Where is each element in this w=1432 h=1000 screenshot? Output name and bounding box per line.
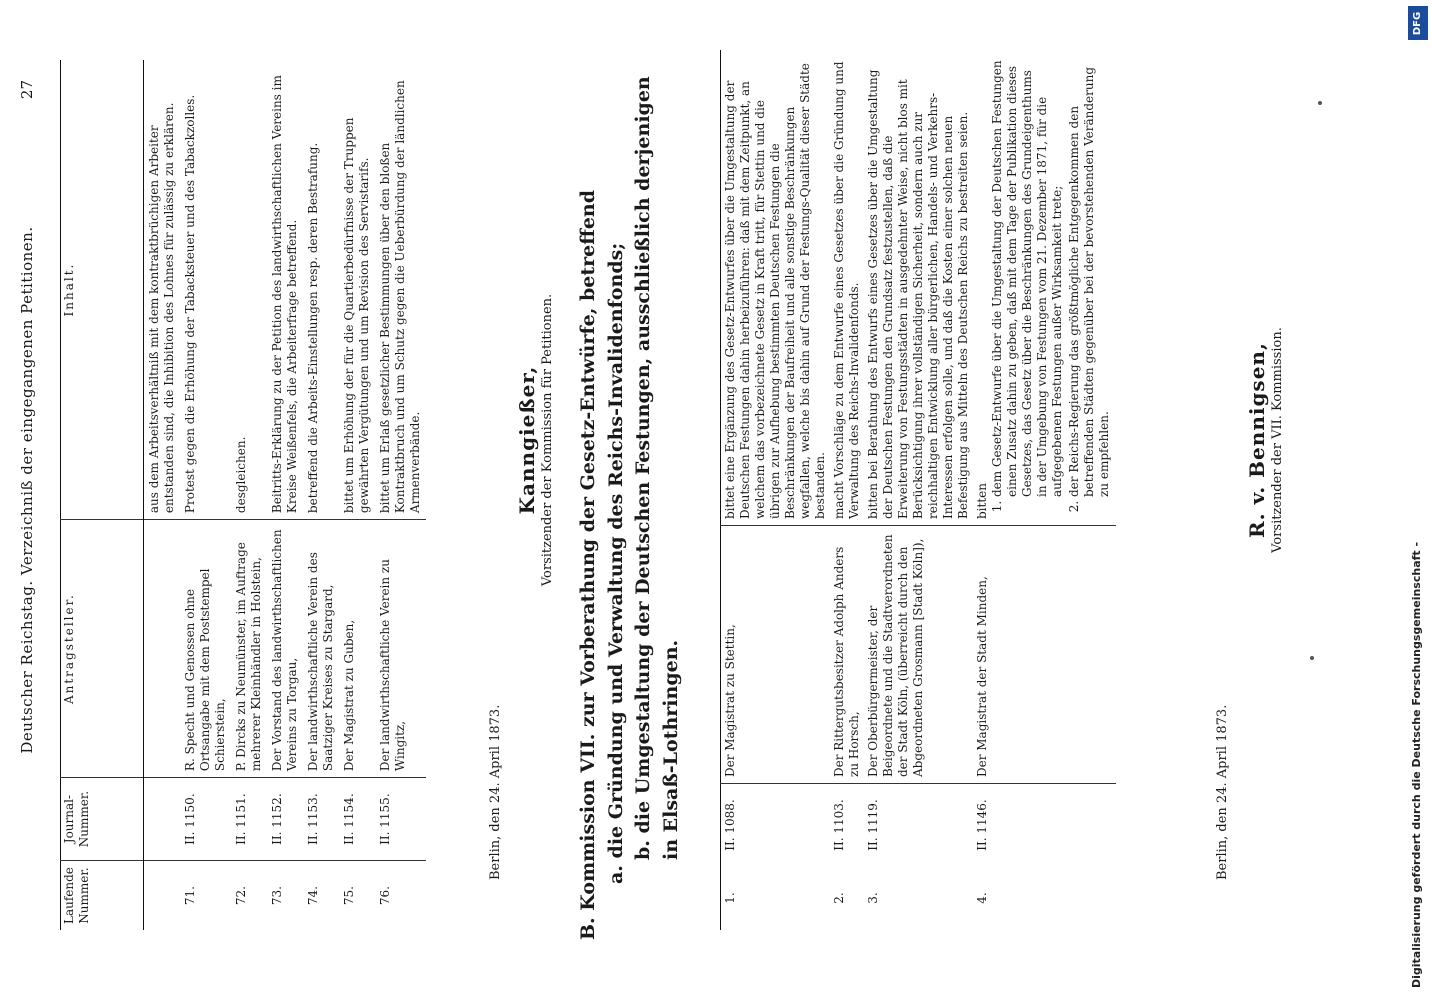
- petition-content: bittet um Erhöhung der für die Quartierbedürfnisse der Truppen gewährten Vergütungen und um Revision des Servistarifs.: [342, 117, 371, 514]
- row-number: 72.: [231, 861, 267, 930]
- table-row: [721, 50, 831, 930]
- page-number: 27: [18, 80, 36, 100]
- column-header-journal-nummer: Journal-Nummer.: [61, 778, 144, 861]
- petitioner: Der landwirthschaftliche Verein des Saatziger Kreises zu Stargard,: [303, 520, 339, 778]
- list-item: 2. der Reichs-Regierung das größtmögliche Entgegenkommen den betreffenden Städten gegenüber bei der bevorstehenden Veränderung zu empfehlen.: [1067, 56, 1112, 497]
- row-number: 2.: [832, 892, 846, 904]
- dateline-b: Berlin, den 24. April 1873.: [1215, 704, 1230, 880]
- signature-name: Kanngießer,: [515, 365, 539, 515]
- petitioner: Der landwirthschaftliche Verein zu Wingitz,: [375, 520, 426, 778]
- dateline-a: Berlin, den 24. April 1873.: [488, 704, 503, 880]
- table-row: [180, 60, 231, 930]
- table-row: [973, 50, 1116, 930]
- petitioner: Der Magistrat zu Guben,: [339, 520, 375, 778]
- journal-number: II. 1103.: [830, 784, 864, 867]
- column-header-antragsteller: Antragsteller.: [61, 520, 144, 778]
- signature-block-b: [1245, 180, 1286, 700]
- scan-mark: [1310, 656, 1314, 660]
- journal-number: II. 1150.: [180, 778, 231, 861]
- petitions-table: [60, 60, 426, 930]
- signature-name: R. v. Bennigsen,: [1245, 342, 1269, 538]
- section-subtitle-a: a. die Gründung und Verwaltung des Reichs-Invalidenfonds;: [604, 242, 627, 884]
- section-letter: B.: [577, 917, 599, 940]
- petition-content: Beitritts-Erklärung zu der Petition des landwirthschaftlichen Vereins im Kreise Weißenfels, die Arbeiterfrage betreffend.: [270, 75, 299, 514]
- scan-mark: [1318, 101, 1322, 105]
- section-title: Kommission VII. zur Vorberathung der Gesetz-Entwürfe, betreffend: [577, 189, 599, 911]
- row-number: 4.: [975, 892, 989, 904]
- section-heading: [575, 60, 685, 940]
- petition-content: betreffend die Arbeits-Einstellungen resp. deren Bestrafung.: [306, 142, 320, 514]
- table-row: [267, 60, 303, 930]
- row-number: 76.: [375, 861, 426, 930]
- table-row: [339, 60, 375, 930]
- journal-number: II. 1154.: [339, 778, 375, 861]
- commission-table: [720, 50, 1116, 930]
- journal-number: II. 1088.: [721, 784, 831, 867]
- table-row: [864, 50, 973, 930]
- running-head: [18, 40, 40, 940]
- petition-content: bitten bei Berathung des Entwurfs eines Gesetzes über die Umgestaltung der Deutschen Festungen den Grundsatz festzustellen, daß die Erweiterung von Festungsstädten in ausgedehnter Weise, nicht blos mit Berücksichtigung ihrer vollständigen Sicherheit, sondern auch zur reichhaltigen Entwicklung aller bürgerlichen, Handels- und Verkehrs-Interessen erfolgen solle, und daß die Kosten einer solchen neuen Befestigung aus Mitteln des Deutschen Reichs zu bestreiten seien.: [866, 69, 970, 519]
- signature-block-a: [515, 180, 556, 700]
- petitioner: Der Vorstand des landwirthschaftlichen Vereins zu Torgau,: [267, 520, 303, 778]
- journal-number: II. 1151.: [231, 778, 267, 861]
- list-item: 1. dem Gesetz-Entwurfe über die Umgestaltung der Deutschen Festungen einen Zusatz dahin zu geben, daß mit dem Tage der Publikation dieses Gesetzes, das Gesetz über die Beschränkungen des Grundeigenthums in der Umgebung von Festungen vom 21. Dezember 1871, für die aufgegebenen Festungen außer Wirksamkeit trete;: [990, 56, 1065, 497]
- petition-content: bittet um Erlaß gesetzlicher Bestimmungen über den bloßen Kontraktbruch und um Schutz gegen die Ueberbürdung der ländlichen Armenverbände.: [378, 80, 422, 514]
- digitization-note: [1410, 0, 1432, 1000]
- journal-number: II. 1152.: [267, 778, 303, 861]
- petition-content: [973, 50, 1116, 526]
- journal-number: II. 1119.: [864, 784, 973, 867]
- dfg-logo: DFG: [1408, 6, 1428, 40]
- petition-content: desgleichen.: [234, 436, 248, 514]
- petition-content: macht Vorschläge zu dem Entwurfe eines Gesetzes über die Gründung und Verwaltung des Reichs-Invalidenfonds.: [832, 61, 861, 519]
- table-row: [303, 60, 339, 930]
- table-row-continuation: [144, 60, 181, 930]
- petition-content: Protest gegen die Erhöhung der Tabacksteuer und des Tabackzolles.: [183, 94, 197, 514]
- row-number: 75.: [339, 861, 375, 930]
- journal-number: II. 1155.: [375, 778, 426, 861]
- petitioner: P. Dircks zu Neumünster, im Auftrage mehrerer Kleinhändler in Holstein,: [231, 520, 267, 778]
- row-number: 1.: [721, 866, 831, 930]
- petition-content: bittet eine Ergänzung des Gesetz-Entwurfes über die Umgestaltung der Deutschen Festungen dahin herbeizuführen: daß mit dem Zeitpunkt, an welchem das vorbezeichnete Gesetz in Kraft tritt, für Stettin und die übrigen zur Aufhebung bestimmten Deutschen Festungen die Beschränkungen der Baufreiheit und alle sonstige Beschränkungen wegfallen, welche bis dahin auf Grund der Festungs-Qualität dieser Städte bestanden.: [721, 50, 831, 526]
- row-number: 3.: [866, 892, 880, 904]
- signature-role: Vorsitzender der VII. Kommission.: [1270, 327, 1285, 553]
- column-header-laufende-nummer: Laufende Nummer.: [61, 861, 144, 930]
- petitioner: Der Rittergutsbesitzer Adolph Anders zu Horsch,: [830, 526, 864, 784]
- table-row: [231, 60, 267, 930]
- continuation-text: aus dem Arbeitsverhältniß mit dem kontraktbrüchigen Arbeiter entstanden sind, die Inhibition des Lohnes für zulässig zu erklären.: [147, 102, 176, 514]
- digitization-note-text: Digitalisierung gefördert durch die Deutsche Forschungsgemeinschaft -: [1410, 541, 1423, 988]
- row-number: 74.: [303, 861, 339, 930]
- petitioner: Der Magistrat zu Stettin,: [721, 526, 831, 784]
- petitioner: R. Specht und Genossen ohne Ortsangabe mit dem Poststempel Schierstein,: [180, 520, 231, 778]
- petition-list: [990, 56, 1112, 519]
- petitioner: Der Magistrat der Stadt Minden,: [973, 526, 1116, 784]
- journal-number: II. 1153.: [303, 778, 339, 861]
- section-subtitle-b: b. die Umgestaltung der Deutschen Festungen, ausschließlich derjenigen in Elsaß-Lothringen.: [632, 76, 682, 860]
- column-header-inhalt: Inhalt.: [61, 60, 144, 520]
- running-head-title: Deutscher Reichstag. Verzeichniß der eingegangenen Petitionen.: [18, 226, 36, 754]
- row-number: 73.: [267, 861, 303, 930]
- journal-number: II. 1146.: [973, 784, 1116, 867]
- signature-role: Vorsitzender der Kommission für Petitionen.: [540, 293, 555, 587]
- table-row: [830, 50, 864, 930]
- row-number: 71.: [180, 861, 231, 930]
- petitioner: Der Oberbürgermeister, der Beigeordnete und die Stadtverordneten der Stadt Köln, (überreicht durch den Abgeordneten Grosmann [Stadt Köln]),: [864, 526, 973, 784]
- table-row: [375, 60, 426, 930]
- section-b: [575, 60, 685, 940]
- petition-lead: bitten: [975, 483, 989, 519]
